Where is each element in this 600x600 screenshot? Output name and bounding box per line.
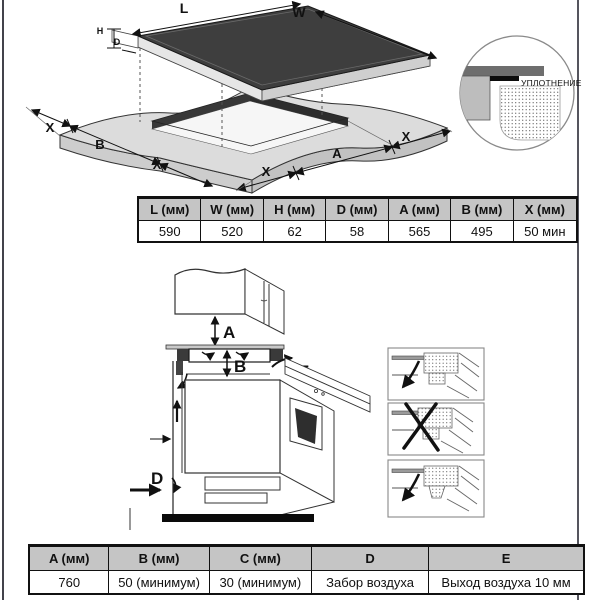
- table-header-row: [30, 547, 583, 571]
- header-cell: E: [429, 547, 583, 571]
- value-cell: 50 мин: [524, 223, 566, 239]
- header-cell: H (мм): [264, 199, 326, 221]
- header-cell: A (мм): [389, 199, 451, 221]
- cutout-diagram: [0, 0, 600, 196]
- value-cell: 520: [201, 221, 263, 241]
- seal-label: УПЛОТНЕНИЕ: [521, 78, 582, 88]
- value-cell: 58: [326, 221, 388, 241]
- oven-drawer: [205, 477, 280, 490]
- value-cell: 590: [139, 221, 201, 241]
- header-cell: D: [312, 547, 429, 571]
- table-header-row: [139, 199, 576, 221]
- cabinet-wall: [130, 361, 182, 530]
- vent-box-correct-top: [388, 348, 484, 400]
- header-cell: X (мм): [514, 199, 576, 221]
- label-A: A: [223, 323, 236, 342]
- dim-label-H: H: [96, 26, 104, 36]
- dim-label-X-mid: X: [152, 157, 162, 172]
- header-cell: C (мм): [210, 547, 312, 571]
- header-cell: B (мм): [109, 547, 209, 571]
- cooktop-body-hatch: [500, 86, 560, 140]
- oven: [185, 358, 370, 517]
- cooktop-isometric: [112, 6, 430, 101]
- dim-label-B: B: [95, 137, 105, 152]
- header-cell: L (мм): [139, 199, 201, 221]
- cutout-dimensions-table: [137, 196, 578, 243]
- table-value-row: [30, 571, 583, 593]
- floor: [162, 514, 314, 522]
- value-cell: 62: [264, 221, 326, 241]
- clearance-table: [28, 544, 585, 595]
- dim-label-X-right: X: [401, 129, 411, 144]
- value-cell: 30 (минимум): [210, 571, 312, 593]
- dim-label-W: W: [292, 4, 306, 20]
- header-cell: D (мм): [326, 199, 388, 221]
- dim-label-D: D: [113, 37, 121, 47]
- value-cell: Забор воздуха: [312, 571, 429, 593]
- header-cell: B (мм): [451, 199, 513, 221]
- seal-strip: [490, 76, 519, 81]
- dim-label-X-bottom: X: [261, 164, 271, 179]
- value-cell: 565: [389, 221, 451, 241]
- header-cell: A (мм): [30, 547, 109, 571]
- vent-box-wrong: [388, 403, 484, 455]
- dim-label-L: L: [179, 0, 189, 16]
- label-D: D: [151, 469, 164, 488]
- seal-detail: [452, 36, 582, 150]
- dim-label-A: A: [332, 146, 342, 161]
- value-cell: Выход воздуха 10 мм: [441, 574, 571, 590]
- label-B: B: [234, 357, 247, 376]
- value-cell: 50 (минимум): [109, 571, 209, 593]
- header-cell: W (мм): [201, 199, 263, 221]
- table-value-row: [139, 221, 576, 241]
- countertop-slab: [60, 86, 447, 193]
- dim-label-X-left: X: [45, 120, 55, 135]
- value-cell: 495: [451, 221, 513, 241]
- vent-box-correct-bottom: [388, 460, 484, 517]
- installation-diagram: [120, 250, 500, 545]
- counter-cross-section: [452, 76, 490, 120]
- value-cell: 760: [30, 571, 109, 593]
